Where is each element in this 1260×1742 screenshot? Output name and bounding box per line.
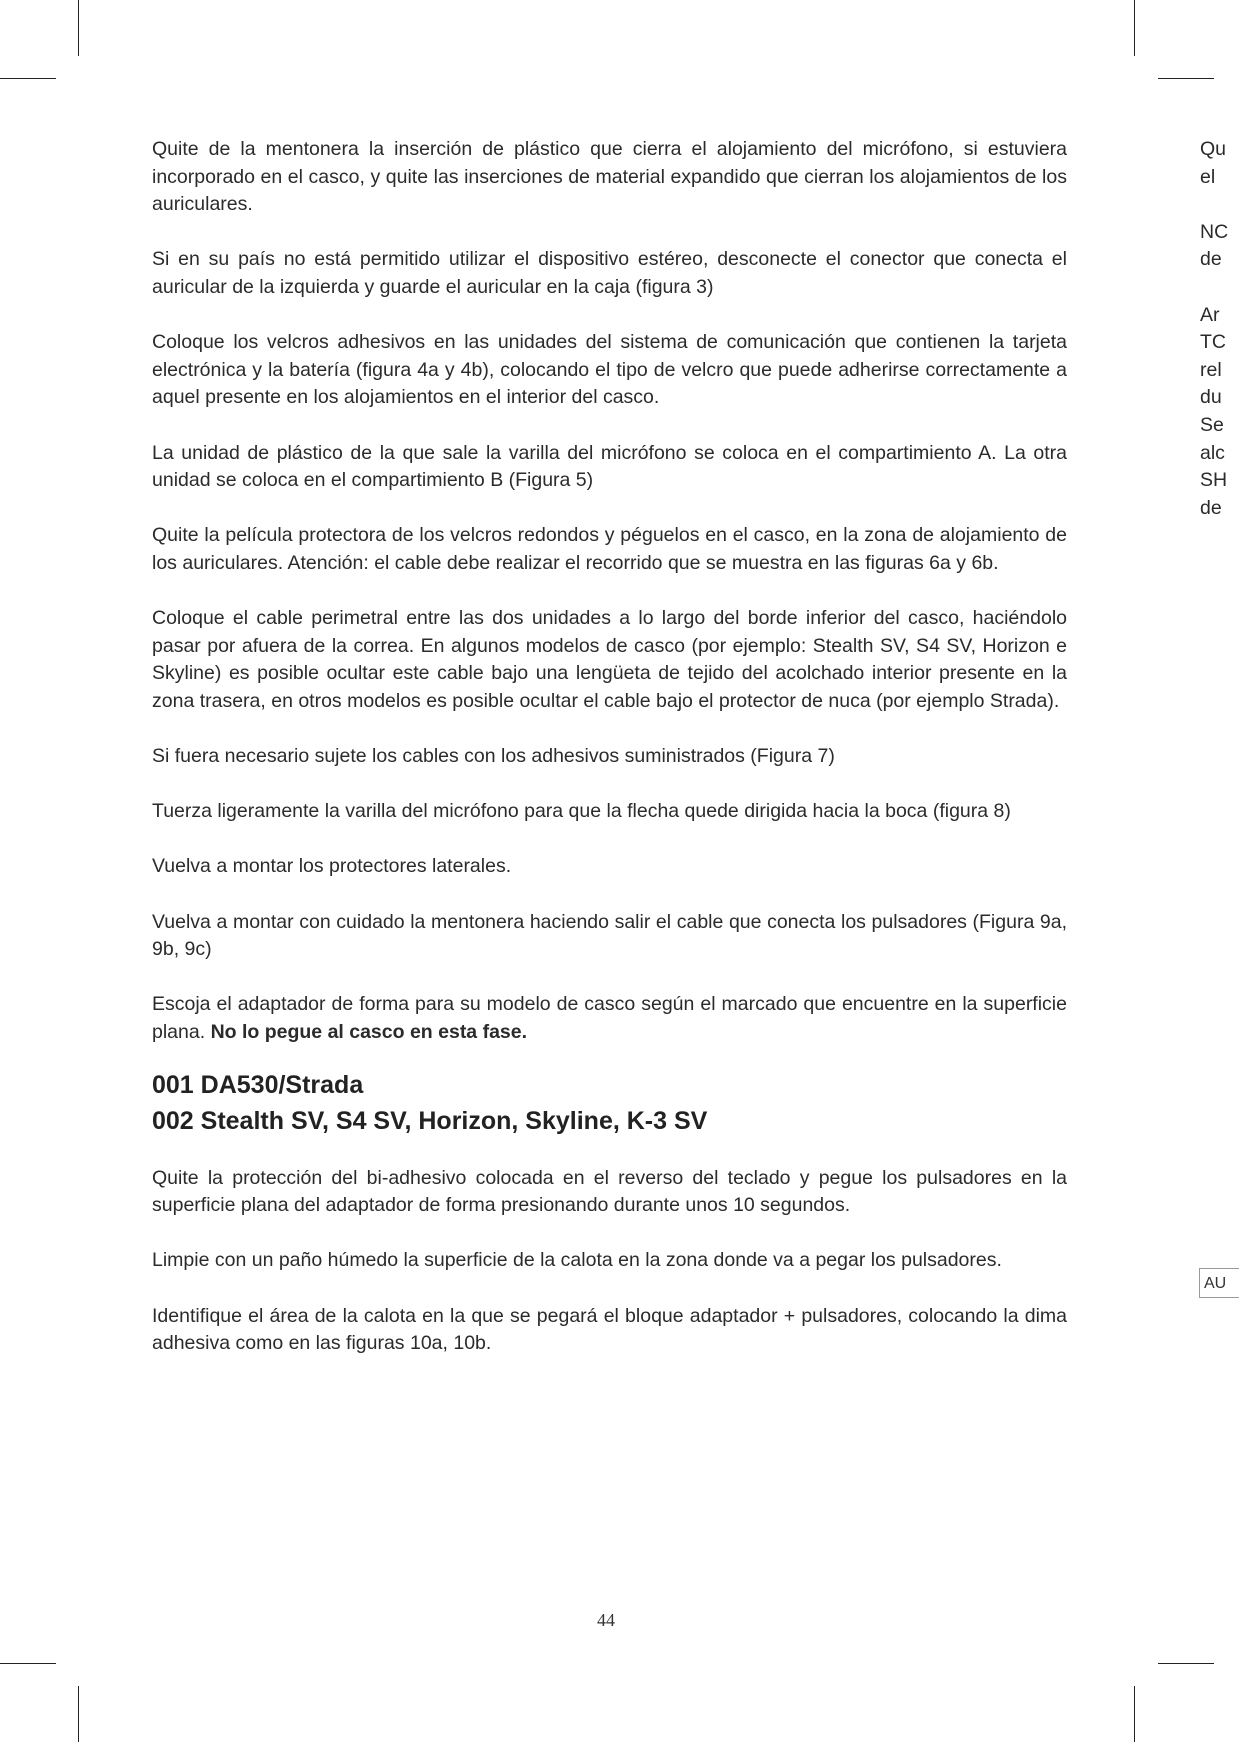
crop-mark-bottom-right-horizontal — [1158, 1663, 1214, 1664]
crop-mark-top-left-horizontal — [0, 78, 56, 79]
side-fragment: du — [1200, 386, 1222, 409]
side-fragment: NC — [1200, 220, 1229, 243]
side-fragment: alc — [1200, 441, 1225, 464]
side-fragment: de — [1200, 248, 1222, 271]
paragraph-adapter — [152, 991, 1067, 1046]
paragraph-perimeter-cable: Coloque el cable perimetral entre las dos unidades a lo largo del borde inferior del casco, haciéndolo pasar por afuera de la correa. En algunos modelos de casco (por ejemplo: Stealth SV, S4 SV, Horizon e Skyline) es posible ocultar este cable bajo una lengüeta de tejido del acolchado interior presente en la zona trasera, en otros modelos es posible ocultar el cable bajo el protector de nuca (por ejemplo Strada). — [152, 607, 1067, 712]
paragraph-clean-shell: Limpie con un paño húmedo la superficie de la calota en la zona donde va a pegar los pulsadores. — [152, 1249, 1002, 1272]
paragraph-stereo: Si en su país no está permitido utilizar el dispositivo estéreo, desconecte el conector que conecta el auricular de la izquierda y guarde el auricular en la caja (figura 3) — [152, 248, 1067, 298]
paragraph-remove-insert: Quite de la mentonera la inserción de plástico que cierra el alojamiento del micrófono, si estuviera incorporado en el casco, y quite las inserciones de material expandido que cierran los alojamientos de los auriculares. — [152, 138, 1067, 216]
paragraph-velcro: Coloque los velcros adhesivos en las unidades del sistema de comunicación que contienen la tarjeta electrónica y la batería (figura 4a y 4b), colocando el tipo de velcro que puede adherirse correctamente a aquel presente en los alojamientos en el interior del casco. — [152, 331, 1067, 409]
crop-mark-top-right-horizontal — [1158, 78, 1214, 79]
paragraph-microphone-rod: Tuerza ligeramente la varilla del micrófono para que la flecha quede dirigida hacia la boca (figura 8) — [152, 800, 1011, 823]
adapter-model-list — [152, 1067, 1067, 1139]
crop-mark-top-left-vertical — [78, 0, 79, 56]
side-fragment: el — [1200, 165, 1216, 188]
paragraph-chin-guard: Vuelva a montar con cuidado la mentonera haciendo salir el cable que conecta los pulsadores (Figura 9a, 9b, 9c) — [152, 910, 1067, 961]
adapter-text: Escoja el adaptador de forma para su modelo de casco según el marcado que encuentre en la superficie plana. — [152, 993, 1067, 1043]
crop-mark-bottom-left-vertical — [78, 1686, 79, 1742]
paragraph-protective-film: Quite la película protectora de los velcros redondos y péguelos en el casco, en la zona de alojamiento de los auriculares. Atención: el cable debe realizar el recorrido que se muestra en las figuras 6a y 6b. — [152, 524, 1067, 574]
side-box-label: AU — [1199, 1268, 1239, 1298]
paragraph-bi-adhesive: Quite la protección del bi-adhesivo colocada en el reverso del teclado y pegue los pulsadores en la superficie plana del adaptador de forma presionando durante unos 10 segundos. — [152, 1166, 1067, 1217]
paragraph-side-protectors: Vuelva a montar los protectores laterales. — [152, 855, 512, 878]
side-fragment: SH — [1200, 469, 1228, 492]
crop-mark-bottom-right-vertical — [1134, 1686, 1135, 1742]
paragraph-compartments: La unidad de plástico de la que sale la varilla del micrófono se coloca en el compartimiento A. La otra unidad se coloca en el compartimiento B (Figura 5) — [152, 441, 1067, 492]
adjacent-page-fragment — [1200, 136, 1260, 522]
crop-mark-bottom-left-horizontal — [0, 1663, 56, 1664]
heading-adapter-002: 002 Stealth SV, S4 SV, Horizon, Skyline, K-3 SV — [152, 1106, 708, 1135]
adapter-warning: No lo pegue al casco en esta fase. — [210, 1021, 528, 1043]
crop-mark-top-right-vertical — [1134, 0, 1135, 56]
side-fragment: Ar — [1200, 303, 1220, 326]
side-fragment: Qu — [1200, 138, 1227, 160]
side-fragment: TC — [1200, 331, 1226, 354]
side-fragment-gap — [1200, 191, 1260, 219]
side-fragment: de — [1200, 496, 1222, 519]
side-fragment-gap — [1200, 274, 1260, 302]
page-number: 44 — [597, 1610, 615, 1630]
main-text-column — [152, 136, 1067, 1385]
paragraph-adhesives: Si fuera necesario sujete los cables con los adhesivos suministrados (Figura 7) — [152, 745, 835, 768]
side-fragment: rel — [1200, 358, 1222, 381]
paragraph-identify-area: Identifique el área de la calota en la que se pegará el bloque adaptador + pulsadores, colocando la dima adhesiva como en las figuras 10a, 10b. — [152, 1304, 1067, 1355]
heading-adapter-001: 001 DA530/Strada — [152, 1070, 364, 1099]
side-fragment: Se — [1200, 413, 1224, 436]
